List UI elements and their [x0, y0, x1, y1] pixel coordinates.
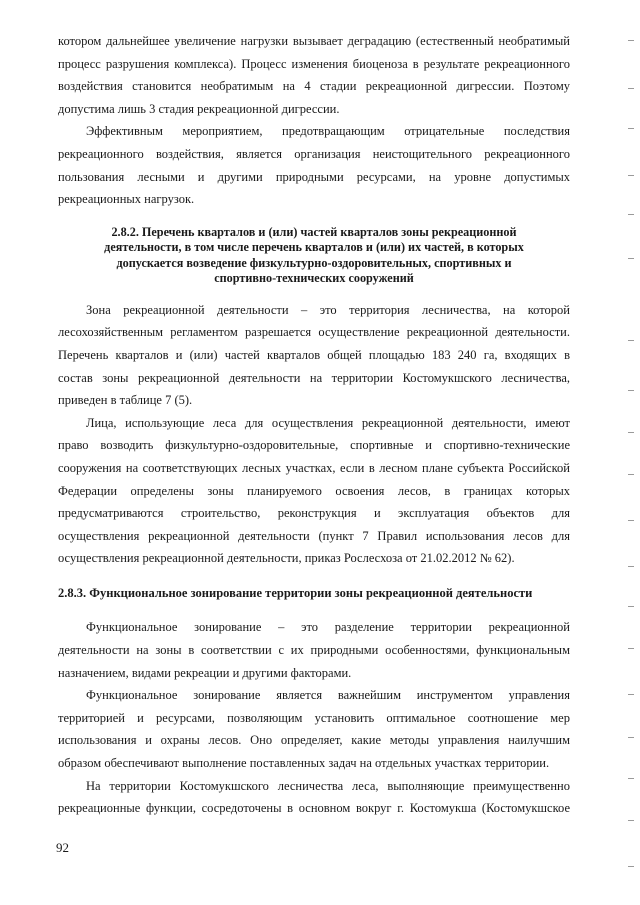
text-line: осуществления рекреационной деятельности, приказ Рослесхоза от 21.02.2012 № 62).	[58, 551, 515, 566]
scan-edge-mark	[628, 474, 634, 475]
scan-edge-mark	[628, 648, 634, 649]
scan-edge-mark	[628, 566, 634, 567]
text-line: Функциональное зонирование является важнейшим инструментом управления	[86, 688, 570, 703]
scan-edge-mark	[628, 40, 634, 41]
text-line: рекреационные функции, сосредоточены в основном вокруг г. Костомукша (Костомукшское	[58, 801, 570, 816]
text-line: пользования лесными и другими природными ресурсами, на уровне допустимых	[58, 169, 570, 184]
text-line: процесс разрушения комплекса). Процесс изменения биоценоза в результате рекреационного	[58, 56, 570, 71]
section-heading-2-8-2	[58, 225, 570, 287]
text-line: котором дальнейшее увеличение нагрузки вызывает деградацию (естественный необратимый	[58, 34, 570, 48]
text-line: рекреационного воздействия, является организация неистощительного рекреационного	[58, 146, 570, 161]
scan-edge-mark	[628, 258, 634, 259]
paragraph	[58, 684, 570, 774]
scan-edge-mark	[628, 866, 634, 867]
paragraph	[58, 616, 570, 684]
paragraph	[58, 299, 570, 412]
scan-edge-mark	[628, 778, 634, 779]
paragraph	[58, 120, 570, 210]
text-line: назначением, видами рекреации и другими факторами.	[58, 665, 352, 680]
scan-edge-mark	[628, 606, 634, 607]
text-line: предусматриваются строительство, реконструкция и эксплуатация объектов для	[58, 506, 570, 521]
scan-edge-mark	[628, 175, 634, 176]
text-line: образом обеспечивают выполнение поставленных задач на отдельных участках территории.	[58, 756, 550, 771]
text-line: Перечень кварталов и (или) частей кварталов общей площадью 183 240 га, входящих в	[58, 347, 570, 362]
scan-edge-mark	[628, 214, 634, 215]
scan-edge-mark	[628, 520, 634, 521]
text-line: На территории Костомукшского лесничества леса, выполняющие преимущественно	[86, 778, 570, 793]
paragraph	[58, 30, 570, 120]
spacer	[58, 211, 570, 225]
text-line: Лица, использующие леса для осуществления рекреационной деятельности, имеют	[86, 415, 570, 430]
text-line: сооружения на соответствующих лесных участках, если в лесном плане субъекта Российской	[58, 460, 570, 475]
text-line: воздействия становится необратимым на 4 стадии рекреационной дигрессии. Поэтому	[58, 79, 570, 94]
text-line: рекреационных нагрузок.	[58, 192, 195, 207]
scan-edge-mark	[628, 128, 634, 129]
text-line: осуществления рекреационной деятельности (пункт 7 Правил использования лесов для	[58, 528, 570, 543]
text-line: право возводить физкультурно-оздоровительные, спортивные и спортивно-технические	[58, 438, 570, 453]
text-line: состав зоны рекреационной деятельности на территории Костомукшского лесничества,	[58, 370, 570, 385]
heading-line: 2.8.2. Перечень кварталов и (или) частей кварталов зоны рекреационной	[111, 224, 517, 239]
scan-edge-mark	[628, 737, 634, 738]
paragraph	[58, 775, 570, 820]
scan-edge-mark	[628, 88, 634, 89]
scan-edge-mark	[628, 432, 634, 433]
heading-line: спортивно-технических сооружений	[214, 271, 414, 286]
text-line: Эффективным мероприятием, предотвращающим отрицательные последствия	[86, 124, 570, 139]
document-page	[58, 30, 570, 820]
scan-edge-mark	[628, 390, 634, 391]
spacer	[58, 570, 570, 582]
heading-line: допускается возведение физкультурно-оздоровительных, спортивных и	[116, 255, 512, 270]
scan-edge-marks	[616, 0, 640, 905]
scan-edge-mark	[628, 340, 634, 341]
text-line: допустима лишь 3 стадия рекреационной дигрессии.	[58, 101, 340, 116]
section-heading-2-8-3: 2.8.3. Функциональное зонирование территории зоны рекреационной деятельности	[58, 585, 533, 600]
text-line: приведен в таблице 7 (5).	[58, 393, 193, 408]
heading-line: деятельности, в том числе перечень кварталов и (или) их частей, в которых	[104, 240, 524, 255]
text-line: деятельности на зоны в соответствии с их природными особенностями, функциональным	[58, 643, 570, 658]
text-line: использования и охраны лесов. Оно определяет, какие методы управления наилучшим	[58, 733, 570, 748]
text-line: Федерации определены зоны планируемого освоения лесов, в границах которых	[58, 483, 570, 498]
scan-edge-mark	[628, 820, 634, 821]
text-line: лесохозяйственным регламентом разрешается осуществление рекреационной деятельности.	[58, 325, 570, 340]
spacer	[58, 287, 570, 299]
spacer	[58, 604, 570, 616]
text-line: Функциональное зонирование – это разделение территории рекреационной	[86, 620, 570, 635]
text-line: территорией и ресурсами, позволяющим установить оптимальное соотношение мер	[58, 710, 570, 725]
scan-edge-mark	[628, 694, 634, 695]
paragraph	[58, 412, 570, 570]
text-line: Зона рекреационной деятельности – это территория лесничества, на которой	[86, 302, 570, 317]
page-number: 92	[56, 840, 69, 855]
